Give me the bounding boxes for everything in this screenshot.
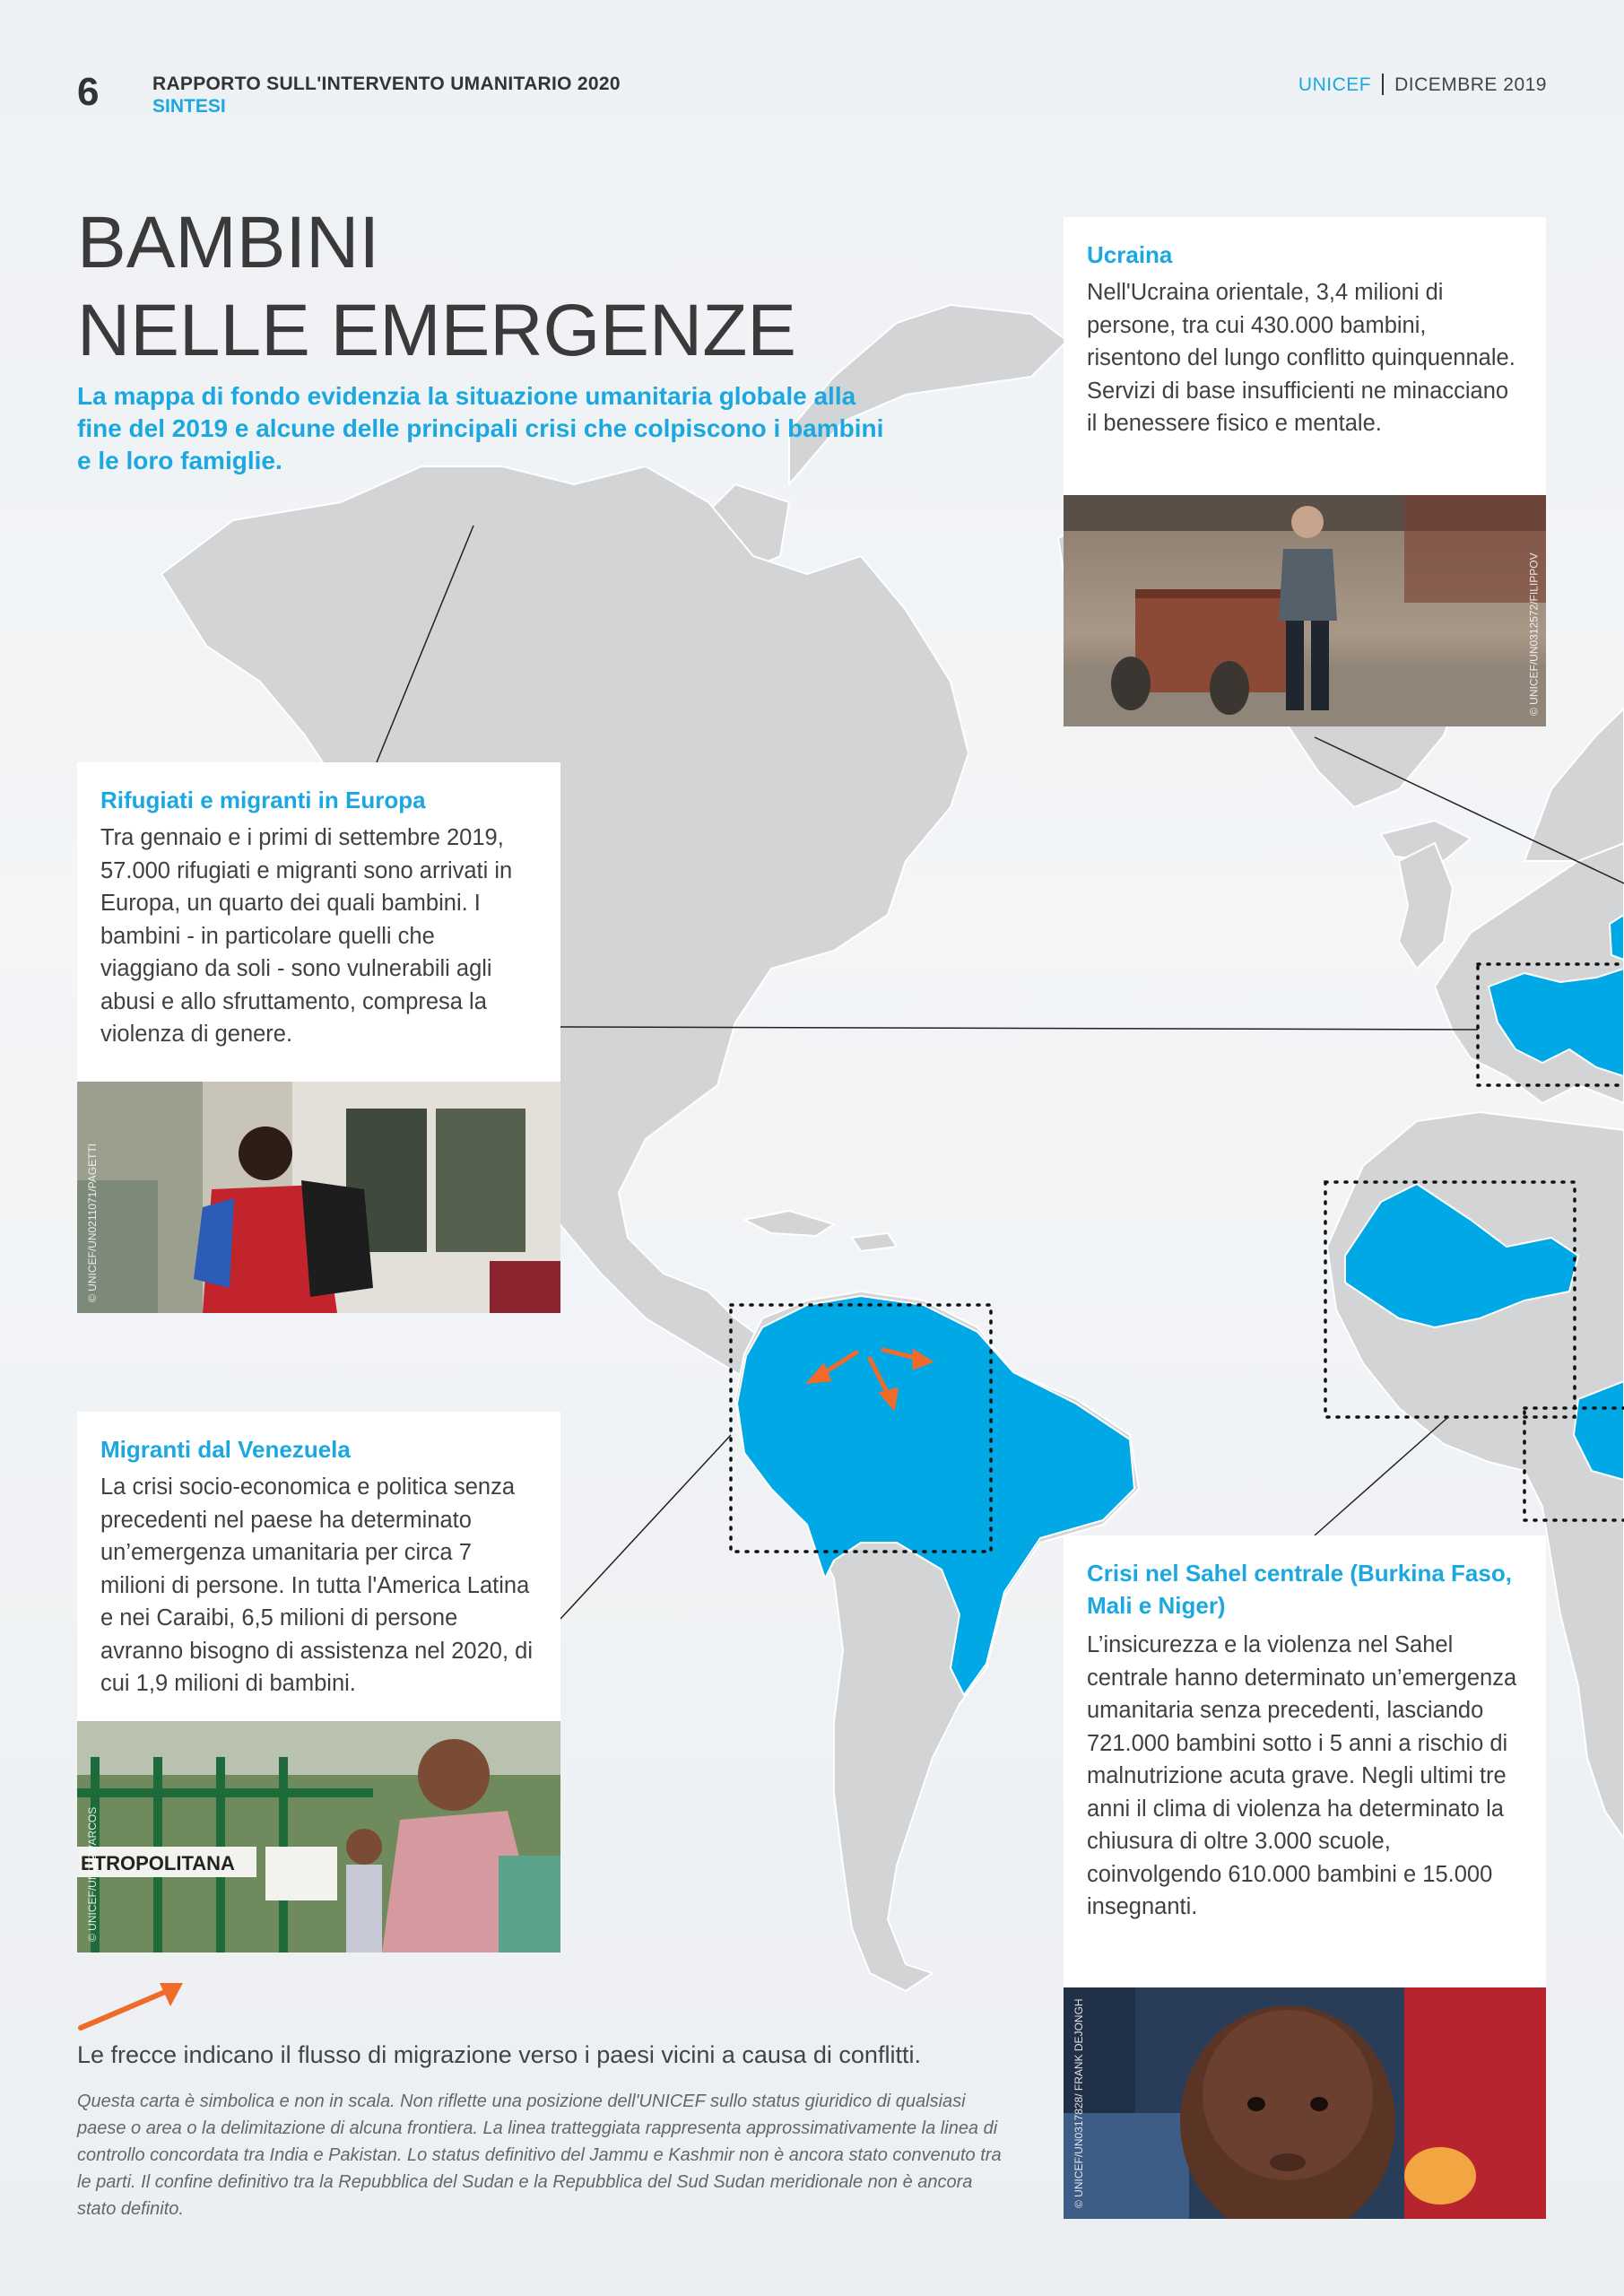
page-number: 6 (77, 70, 100, 114)
photo-ukraine (1064, 495, 1546, 726)
legend-text: Le frecce indicano il flusso di migrazione verso i paesi vicini a causa di conflitti. (77, 2041, 921, 2068)
uk (1399, 843, 1453, 969)
card-sahel (1064, 1535, 1546, 1987)
report-subtitle: SINTESI (152, 96, 226, 117)
page-title (77, 199, 796, 375)
card-venezuela-body: La crisi socio-economica e politica senza precedenti nel paese ha determinato un’emergenza umanitaria per circa 7 milioni di persone. In tutta l'America Latina e nei Caraibi, 6,5 milioni di persone avranno bisogno di assistenza nel 2020, di cui 1,9 milioni di bambini. (100, 1474, 533, 1696)
photo-sahel-credit: © UNICEF/UN0317828/ FRANK DEJONGH (1073, 1998, 1085, 2208)
header-separator (1382, 74, 1384, 95)
card-venezuela-title: Migranti dal Venezuela (100, 1436, 351, 1463)
card-europe-body: Tra gennaio e i primi di settembre 2019, 57.000 rifugiati e migranti sono arrivati in Europa, un quarto dei quali bambini. I bambini - in particolare quelli che viaggiano da soli - sono vulnerabili agli abusi e allo sfruttamento, compresa la violenza di genere. (100, 825, 513, 1047)
intro-text: La mappa di fondo evidenzia la situazione umanitaria globale alla fine del 2019 e alcune delle principali crisi che colpiscono i bambini e le loro famiglie. (77, 382, 884, 474)
photo-europe (77, 1082, 560, 1313)
scandinavia (1524, 709, 1624, 861)
card-europe-title: Rifugiati e migranti in Europa (100, 787, 426, 813)
card-sahel-body: L’insicurezza e la violenza nel Sahel centrale hanno determinato un’emergenza umanitaria senza precedenti, lasciando 721.000 bambini sotto i 5 anni a rischio di malnutrizione acuta grave. Negli ultimi tre anni il clima di violenza ha determinato la chiusura di oltre 3.000 scuole, coinvolgendo 610.000 bambini e 15.000 insegnanti. (1087, 1632, 1517, 1919)
header-org-date (1298, 74, 1547, 96)
cuba (744, 1211, 834, 1236)
organization-name: UNICEF (1298, 74, 1372, 95)
page-title-line-1: BAMBINI (77, 202, 380, 283)
leader-line-sahel (1315, 1417, 1448, 1535)
photo-venezuela (77, 1721, 560, 1952)
photo-sahel (1064, 1987, 1546, 2219)
card-venezuela (77, 1412, 560, 1721)
svg-text:ETROPOLITANA: ETROPOLITANA (81, 1852, 235, 1874)
photo-ukraine-credit: © UNICEF/UN0312572/FILIPPOV (1528, 552, 1541, 716)
legend-arrow-icon (77, 1978, 185, 2031)
card-ukraine-title: Ucraina (1087, 241, 1173, 268)
photo-europe-credit: © UNICEF/UN0211071/PAGETTI (86, 1143, 99, 1302)
photo-sahel-image (1064, 1987, 1546, 2219)
card-ukraine (1064, 217, 1546, 495)
card-ukraine-body: Nell'Ucraina orientale, 3,4 milioni di persone, tra cui 430.000 bambini, risentono del lungo conflitto quinquennale. Servizi di base insufficienti ne minacciano il benessere fisico e mentale. (1087, 280, 1515, 436)
card-sahel-title: Crisi nel Sahel centrale (Burkina Faso, Mali e Niger) (1087, 1560, 1512, 1619)
leader-line-venezuela (560, 1435, 731, 1619)
report-title: RAPPORTO SULL'INTERVENTO UMANITARIO 2020 (152, 74, 621, 94)
hispaniola (852, 1233, 897, 1251)
highlight-ukraine (1610, 915, 1624, 960)
report-date: DICEMBRE 2019 (1394, 74, 1547, 95)
page-title-line-2: NELLE EMERGENZE (77, 290, 796, 371)
photo-europe-image (77, 1082, 560, 1313)
photo-venezuela-image (77, 1721, 560, 1952)
photo-venezuela-credit: © UNICEF/UN0229/ARCOS (86, 1806, 99, 1942)
card-europe (77, 762, 560, 1082)
photo-ukraine-image (1064, 495, 1546, 726)
map-disclaimer: Questa carta è simbolica e non in scala. Non riflette una posizione dell'UNICEF sullo status giuridico di qualsiasi paese o area o la delimitazione di alcuna frontiera. La linea tratteggiata rappresenta approssimativamente la linea di controllo concordata tra India e Pakistan. Lo status definitivo del Jammu e Kashmir non è ancora stato convenuto tra le parti. Il confine definitivo tra la Repubblica del Sudan e la Repubblica del Sud Sudan meridionale non è ancora stato definito. (77, 2092, 1002, 2219)
